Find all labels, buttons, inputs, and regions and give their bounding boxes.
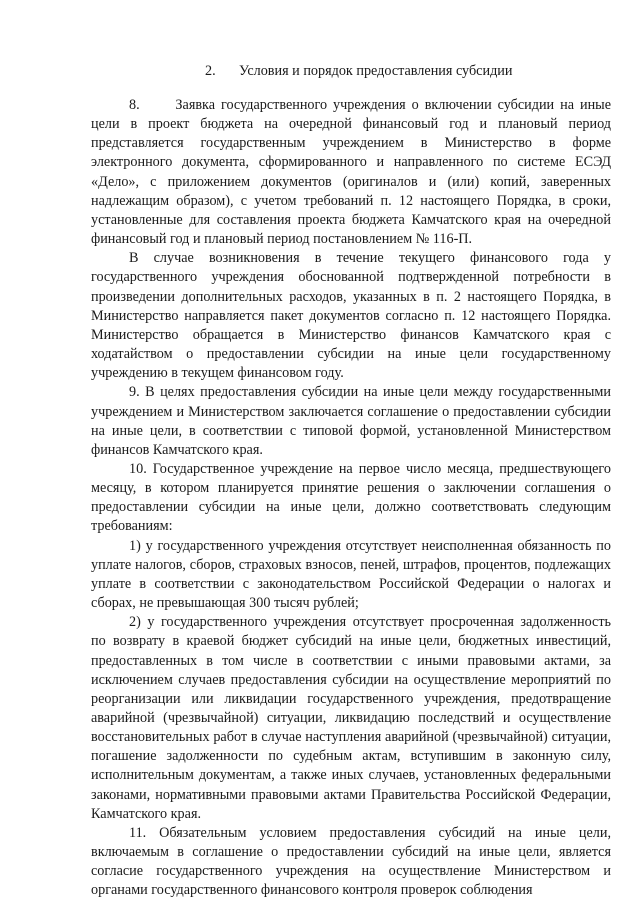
paragraph-10-item-1: 1) у государственного учреждения отсутствует неисполненная обязанность по уплате налогов, сборов, страховых взносов, пеней, штрафов, процентов, подлежащих уплате в соответствии с законодательством Российской Федерации о налогах и сборах, не превышающая 300 тысяч рублей; xyxy=(91,537,611,612)
paragraph-9: 9. В целях предоставления субсидии на иные цели между государственными учреждением и Министерством заключается соглашение о предоставлении субсидии на иные цели, в соответствии с типовой формой, установленной Министерством финансов Камчатского края. xyxy=(91,384,611,458)
paragraph-10: 10. Государственное учреждение на первое число месяца, предшествующего месяцу, в котором планируется принятие решения о заключении соглашения о предоставлении субсидии на иные цели, должно соответствовать следующим требованиям: xyxy=(91,460,611,535)
section-title: Условия и порядок предоставления субсидии xyxy=(239,63,513,79)
document-body xyxy=(91,96,611,901)
paragraph-11: 11. Обязательным условием предоставления субсидий на иные цели, включаемым в соглашение о предоставлении субсидий на иные цели, является согласие государственного учреждения на осуществление Министерством и органами государственного финансового контроля проверок соблюдения xyxy=(91,824,611,899)
section-heading xyxy=(205,62,512,81)
paragraph-10-item-2: 2) у государственного учреждения отсутствует просроченная задолженность по возврату в краевой бюджет субсидий на иные цели, бюджетных инвестиций, предоставленных в том числе в соответствии с иными правовыми актами, за исключением случаев предоставления субсидии на осуществление мероприятий по реорганизации или ликвидации государственного учреждения, предотвращение аварийной (чрезвычайной) ситуации, ликвидацию последствий и осуществление восстановительных работ в случае наступления аварийной (чрезвычайной) ситуации, погашение задолженности по судебным актам, вступившим в законную силу, исполнительным документам, а также иных случаев, установленных федеральными законами, нормативными правовыми актами Правительства Российской Федерации, Камчатского края. xyxy=(91,614,611,822)
paragraph-8-continuation: В случае возникновения в течение текущего финансового года у государственного учреждения обоснованной подтвержденной потребности в произведении дополнительных расходов, указанных в п. 2 настоящего Порядка, в Министерство направляется пакет документов согласно п. 12 настоящего Порядка. Министерство обращается в Министерство финансов Камчатского края с ходатайством о предоставлении субсидии на иные цели государственному учреждению в текущем финансовом году. xyxy=(91,250,611,382)
section-number: 2. xyxy=(205,63,216,79)
paragraph-8: 8. Заявка государственного учреждения о включении субсидии на иные цели в проект бюджета на очередной финансовый год и плановый период представляется государственным учреждением в Министерство в форме электронного документа, сформированного и направленного по системе ЕСЭД «Дело», с приложением документов (оригиналов и (или) копий, заверенных надлежащим образом), с учетом требований п. 12 настоящего Порядка, в сроки, установленные для составления проекта бюджета Камчатского края на очередной финансовый год и плановый период постановлением № 116-П. xyxy=(91,97,611,248)
